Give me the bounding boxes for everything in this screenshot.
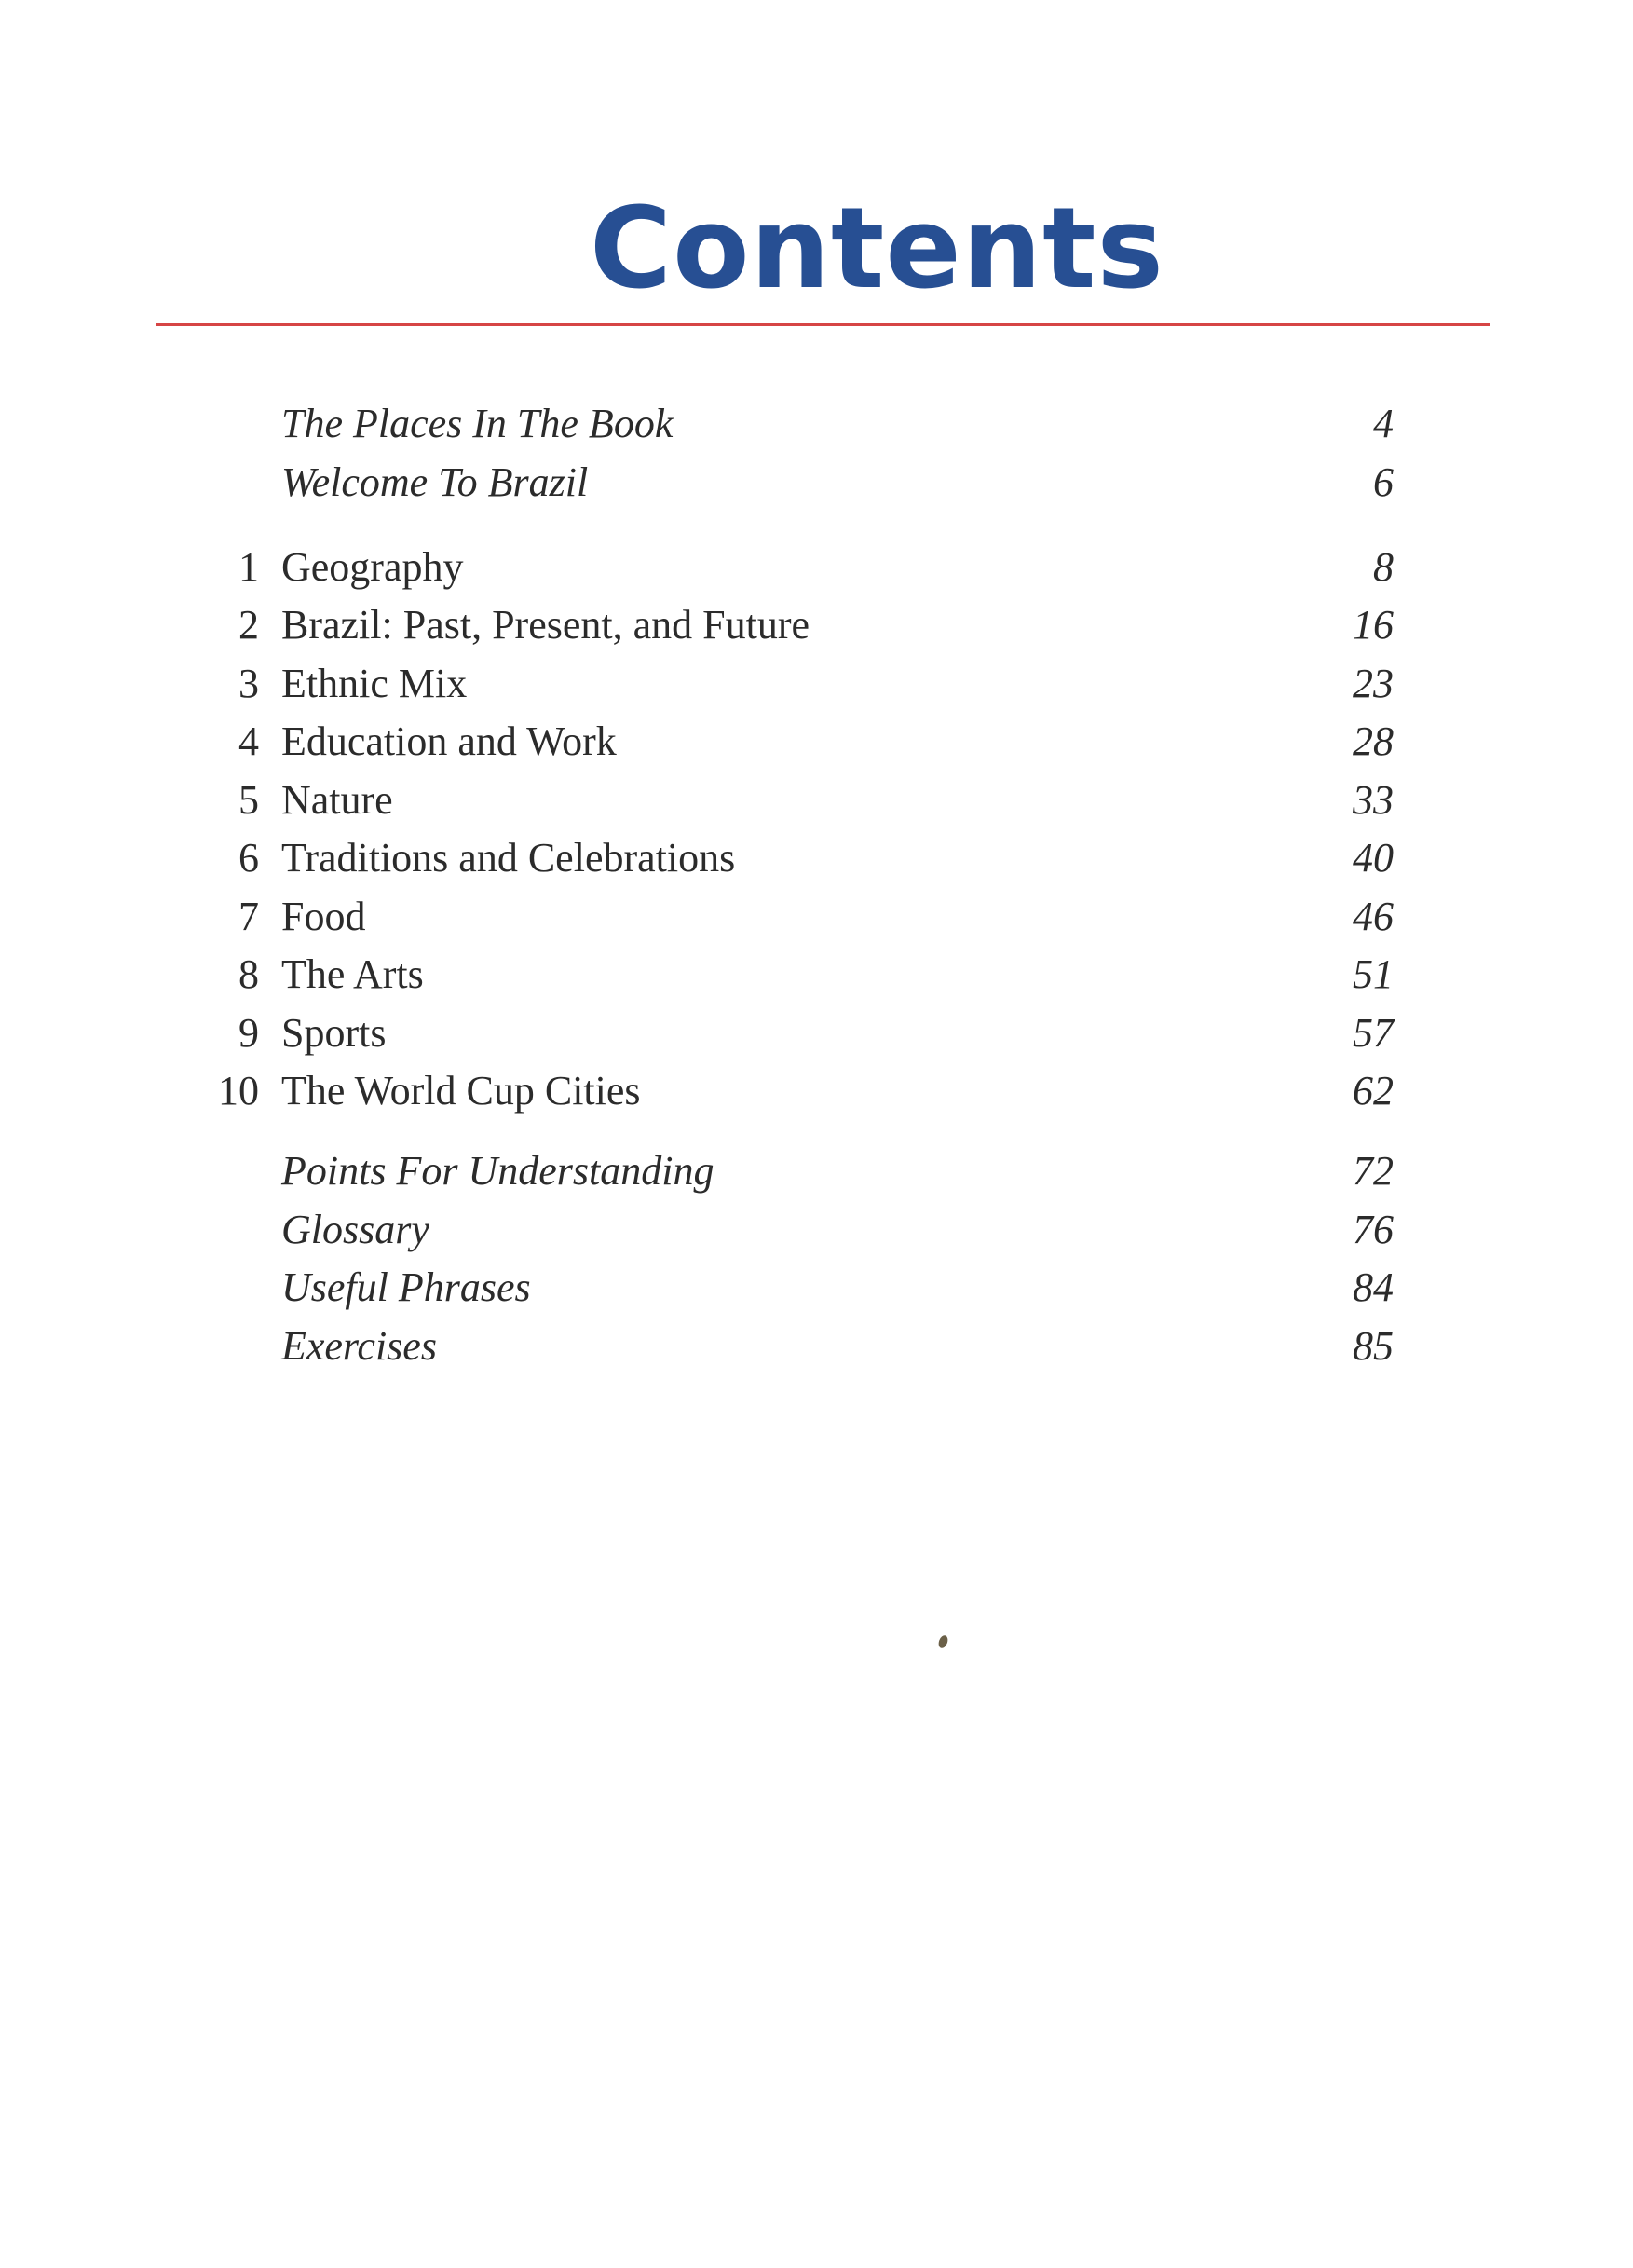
chapter-page: 40 — [1353, 835, 1394, 881]
chapter-page: 46 — [1353, 894, 1394, 939]
toc-entry-label: Glossary — [281, 1207, 429, 1252]
chapter-title: Nature — [281, 777, 393, 823]
chapter-page: 62 — [1353, 1068, 1394, 1114]
chapter-title: Education and Work — [281, 718, 617, 764]
chapter-number: 8 — [238, 951, 259, 997]
chapter-number: 10 — [218, 1068, 259, 1114]
chapter-number: 5 — [238, 777, 259, 823]
chapter-number: 6 — [238, 835, 259, 881]
chapter-page: 8 — [1373, 544, 1394, 590]
chapter-number: 4 — [238, 718, 259, 764]
page-title: Contents — [590, 184, 1164, 314]
chapter-page: 16 — [1353, 602, 1394, 648]
chapter-number: 2 — [238, 602, 259, 648]
chapter-page: 28 — [1353, 718, 1394, 764]
chapter-number: 9 — [238, 1010, 259, 1056]
toc-entry-page: 85 — [1353, 1323, 1394, 1369]
toc-entry-label: Useful Phrases — [281, 1264, 531, 1310]
chapter-page: 51 — [1353, 951, 1394, 997]
title-underline — [156, 323, 1490, 326]
chapter-number: 3 — [238, 661, 259, 706]
chapter-page: 57 — [1353, 1010, 1394, 1056]
chapter-title: The World Cup Cities — [281, 1068, 641, 1114]
toc-entry-page: 84 — [1353, 1264, 1394, 1310]
chapter-title: The Arts — [281, 951, 424, 997]
chapter-title: Brazil: Past, Present, and Future — [281, 602, 810, 648]
toc-entry-page: 76 — [1353, 1207, 1394, 1252]
chapter-number: 7 — [238, 894, 259, 939]
chapter-title: Sports — [281, 1010, 387, 1056]
chapter-title: Traditions and Celebrations — [281, 835, 736, 881]
chapter-page: 23 — [1353, 661, 1394, 706]
chapter-number: 1 — [238, 544, 259, 590]
toc-entry-page: 4 — [1373, 401, 1394, 446]
toc-entry-label: Exercises — [281, 1323, 437, 1369]
toc-entry-label: Points For Understanding — [281, 1148, 714, 1194]
chapter-title: Geography — [281, 544, 464, 590]
toc-entry-page: 72 — [1353, 1148, 1394, 1194]
toc-entry-page: 6 — [1373, 459, 1394, 505]
toc-entry-label: The Places In The Book — [281, 401, 674, 446]
chapter-title: Ethnic Mix — [281, 661, 468, 706]
chapter-page: 33 — [1353, 777, 1394, 823]
scan-speck — [937, 1634, 949, 1649]
toc-entry-label: Welcome To Brazil — [281, 459, 589, 505]
chapter-title: Food — [281, 894, 366, 939]
